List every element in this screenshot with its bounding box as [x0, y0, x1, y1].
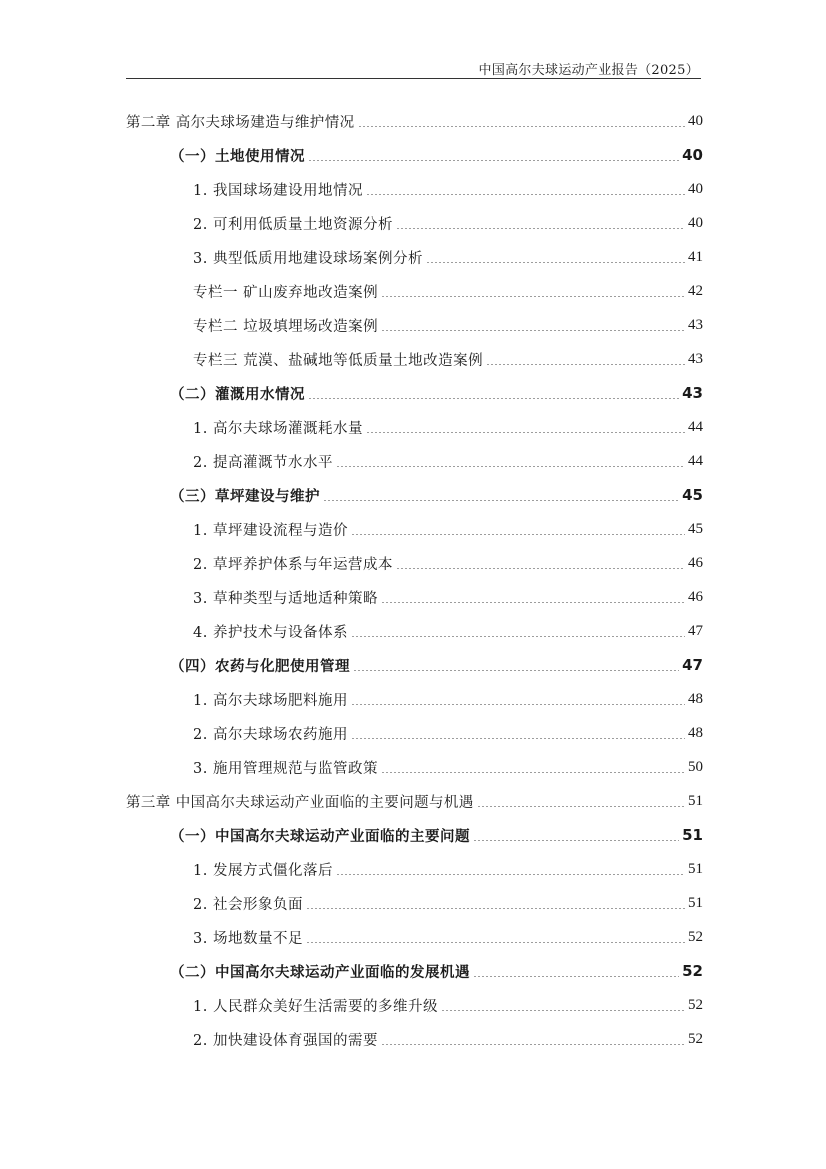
toc-section-entry[interactable]: [126, 478, 703, 512]
toc-entry-page-number: 51: [688, 792, 703, 809]
toc-entry-label: （四）农药与化肥使用管理: [170, 658, 350, 675]
toc-entry-page-number: 40: [688, 180, 703, 197]
toc-section-entry[interactable]: [126, 138, 703, 172]
toc-section-entry[interactable]: [126, 954, 703, 988]
toc-item-entry[interactable]: [126, 988, 703, 1022]
toc-entry-label: 专栏一 矿山废弃地改造案例: [193, 284, 379, 301]
dot-leader: [381, 330, 685, 331]
dot-leader: [366, 432, 685, 433]
toc-entry-label: 3. 草种类型与适地适种策略: [193, 590, 378, 607]
toc-section-entry[interactable]: [126, 648, 703, 682]
toc-entry-page-number: 41: [688, 248, 703, 265]
toc-col-entry[interactable]: [126, 342, 703, 376]
dot-leader: [306, 908, 685, 909]
toc-entry-page-number: 47: [682, 656, 703, 674]
toc-entry-page-number: 46: [688, 588, 703, 605]
toc-entry-label: 2. 社会形象负面: [193, 896, 303, 913]
toc-entry-label: 1. 高尔夫球场灌溉耗水量: [193, 420, 363, 437]
toc-item-entry[interactable]: [126, 886, 703, 920]
toc-entry-label: （三）草坪建设与维护: [170, 488, 320, 505]
dot-leader: [381, 1044, 685, 1045]
toc-entry-label: 3. 场地数量不足: [193, 930, 303, 947]
toc-section-entry[interactable]: [126, 376, 703, 410]
toc-entry-page-number: 47: [688, 622, 703, 639]
toc-entry-page-number: 48: [688, 724, 703, 741]
toc-entry-page-number: 43: [688, 316, 703, 333]
toc-col-entry[interactable]: [126, 308, 703, 342]
toc-entry-page-number: 52: [682, 962, 703, 980]
dot-leader: [306, 942, 685, 943]
toc-entry-label: 第三章 中国高尔夫球运动产业面临的主要问题与机遇: [126, 794, 474, 811]
toc-chapter-entry[interactable]: [126, 784, 703, 818]
toc-item-entry[interactable]: [126, 444, 703, 478]
toc-entry-label: （二）中国高尔夫球运动产业面临的发展机遇: [170, 964, 470, 981]
table-of-contents: [126, 104, 703, 1056]
toc-entry-page-number: 46: [688, 554, 703, 571]
toc-entry-page-number: 45: [688, 520, 703, 537]
toc-col-entry[interactable]: [126, 274, 703, 308]
toc-entry-page-number: 40: [688, 112, 703, 129]
toc-entry-label: 2. 可利用低质量土地资源分析: [193, 216, 393, 233]
dot-leader: [366, 194, 685, 195]
toc-entry-label: 1. 我国球场建设用地情况: [193, 182, 363, 199]
dot-leader: [358, 126, 685, 127]
dot-leader: [351, 636, 685, 637]
toc-entry-label: 专栏二 垃圾填埋场改造案例: [193, 318, 379, 335]
toc-entry-page-number: 40: [682, 146, 703, 164]
dot-leader: [351, 534, 685, 535]
dot-leader: [353, 670, 679, 671]
toc-entry-page-number: 50: [688, 758, 703, 775]
dot-leader: [323, 500, 679, 501]
toc-entry-page-number: 43: [688, 350, 703, 367]
toc-entry-page-number: 52: [688, 996, 703, 1013]
toc-entry-label: 专栏三 荒漠、盐碱地等低质量土地改造案例: [193, 352, 484, 369]
toc-entry-page-number: 44: [688, 418, 703, 435]
toc-entry-label: 4. 养护技术与设备体系: [193, 624, 348, 641]
toc-item-entry[interactable]: [126, 240, 703, 274]
toc-item-entry[interactable]: [126, 682, 703, 716]
toc-entry-page-number: 51: [682, 826, 703, 844]
toc-item-entry[interactable]: [126, 206, 703, 240]
toc-item-entry[interactable]: [126, 852, 703, 886]
toc-entry-label: 2. 加快建设体育强国的需要: [193, 1032, 378, 1049]
toc-entry-page-number: 44: [688, 452, 703, 469]
toc-item-entry[interactable]: [126, 920, 703, 954]
toc-entry-page-number: 51: [688, 894, 703, 911]
toc-entry-label: （一）土地使用情况: [170, 148, 305, 165]
dot-leader: [426, 262, 685, 263]
toc-item-entry[interactable]: [126, 580, 703, 614]
toc-entry-page-number: 42: [688, 282, 703, 299]
dot-leader: [486, 364, 685, 365]
toc-entry-label: 第二章 高尔夫球场建造与维护情况: [126, 114, 355, 131]
toc-entry-label: 2. 草坪养护体系与年运营成本: [193, 556, 393, 573]
toc-item-entry[interactable]: [126, 750, 703, 784]
page-header: [126, 56, 701, 79]
toc-entry-page-number: 43: [682, 384, 703, 402]
toc-chapter-entry[interactable]: [126, 104, 703, 138]
toc-entry-label: （一）中国高尔夫球运动产业面临的主要问题: [170, 828, 470, 845]
toc-entry-label: 1. 发展方式僵化落后: [193, 862, 333, 879]
dot-leader: [336, 874, 685, 875]
toc-entry-page-number: 40: [688, 214, 703, 231]
toc-item-entry[interactable]: [126, 512, 703, 546]
dot-leader: [396, 228, 685, 229]
dot-leader: [441, 1010, 685, 1011]
dot-leader: [396, 568, 685, 569]
toc-item-entry[interactable]: [126, 546, 703, 580]
toc-item-entry[interactable]: [126, 172, 703, 206]
toc-item-entry[interactable]: [126, 716, 703, 750]
toc-entry-label: 2. 高尔夫球场农药施用: [193, 726, 348, 743]
toc-entry-label: 3. 施用管理规范与监管政策: [193, 760, 378, 777]
toc-entry-page-number: 52: [688, 928, 703, 945]
dot-leader: [381, 602, 685, 603]
report-title: 中国高尔夫球运动产业报告（2025）: [478, 63, 699, 78]
toc-entry-label: 1. 人民群众美好生活需要的多维升级: [193, 998, 438, 1015]
dot-leader: [381, 772, 685, 773]
dot-leader: [381, 296, 685, 297]
dot-leader: [351, 704, 685, 705]
dot-leader: [336, 466, 685, 467]
dot-leader: [308, 398, 679, 399]
toc-entry-label: 2. 提高灌溉节水水平: [193, 454, 333, 471]
toc-section-entry[interactable]: [126, 818, 703, 852]
toc-item-entry[interactable]: [126, 1022, 703, 1056]
toc-item-entry[interactable]: [126, 614, 703, 648]
dot-leader: [308, 160, 679, 161]
toc-entry-label: （二）灌溉用水情况: [170, 386, 305, 403]
toc-entry-label: 1. 高尔夫球场肥料施用: [193, 692, 348, 709]
dot-leader: [473, 976, 679, 977]
dot-leader: [351, 738, 685, 739]
toc-entry-label: 3. 典型低质用地建设球场案例分析: [193, 250, 423, 267]
toc-entry-label: 1. 草坪建设流程与造价: [193, 522, 348, 539]
toc-item-entry[interactable]: [126, 410, 703, 444]
dot-leader: [473, 840, 679, 841]
toc-entry-page-number: 48: [688, 690, 703, 707]
toc-entry-page-number: 52: [688, 1030, 703, 1047]
toc-entry-page-number: 45: [682, 486, 703, 504]
dot-leader: [477, 806, 685, 807]
toc-entry-page-number: 51: [688, 860, 703, 877]
